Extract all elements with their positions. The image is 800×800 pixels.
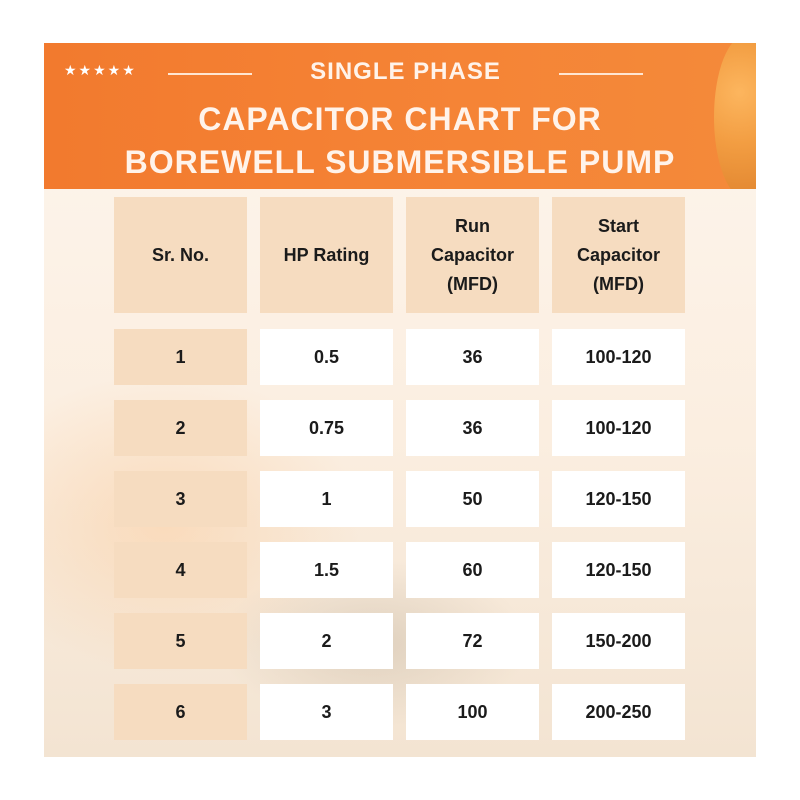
chart-subtitle: SINGLE PHASE xyxy=(310,58,501,85)
header-text: Run xyxy=(455,215,490,236)
table-cell-sr-no: 2 xyxy=(114,400,247,456)
header-text: HP Rating xyxy=(283,244,370,265)
chart-title-line2: BOREWELL SUBMERSIBLE PUMP xyxy=(124,144,676,180)
stars-icon: ★★★★★ xyxy=(64,63,137,79)
table-cell-run-capacitor: 100 xyxy=(406,684,539,740)
header-cell-hp-rating xyxy=(260,197,393,313)
header-text: Start xyxy=(597,215,639,236)
table-cell-start-capacitor: 150-200 xyxy=(552,613,685,669)
table-cell-start-capacitor: 200-250 xyxy=(552,684,685,740)
table-cell-hp-rating: 0.5 xyxy=(260,329,393,385)
capacitor-chart-card xyxy=(44,43,756,757)
header-cell-run-capacitor xyxy=(406,197,539,313)
table-cell-hp-rating: 1.5 xyxy=(260,542,393,598)
header-cell-sr-no xyxy=(114,197,247,313)
table-cell-start-capacitor: 120-150 xyxy=(552,471,685,527)
table-cell-sr-no: 3 xyxy=(114,471,247,527)
header-text: (MFD) xyxy=(447,273,498,294)
table-cell-hp-rating: 2 xyxy=(260,613,393,669)
table-cell-sr-no: 1 xyxy=(114,329,247,385)
table-cell-start-capacitor: 100-120 xyxy=(552,329,685,385)
header-text: Capacitor xyxy=(576,244,661,265)
table-cell-start-capacitor: 120-150 xyxy=(552,542,685,598)
table-cell-run-capacitor: 60 xyxy=(406,542,539,598)
table-cell-start-capacitor: 100-120 xyxy=(552,400,685,456)
table-cell-hp-rating: 1 xyxy=(260,471,393,527)
table-cell-hp-rating: 3 xyxy=(260,684,393,740)
table-cell-sr-no: 5 xyxy=(114,613,247,669)
chart-title-line1: CAPACITOR CHART FOR xyxy=(198,101,602,137)
table-cell-run-capacitor: 36 xyxy=(406,400,539,456)
chart-header xyxy=(44,43,756,189)
header-text: Capacitor xyxy=(430,244,515,265)
divider-left xyxy=(168,73,252,75)
header-cell-start-capacitor xyxy=(552,197,685,313)
table-cell-sr-no: 6 xyxy=(114,684,247,740)
divider-right xyxy=(559,73,643,75)
table-cell-run-capacitor: 50 xyxy=(406,471,539,527)
header-text: Sr. No. xyxy=(151,244,209,265)
table-cell-hp-rating: 0.75 xyxy=(260,400,393,456)
table-cell-run-capacitor: 72 xyxy=(406,613,539,669)
table-cell-sr-no: 4 xyxy=(114,542,247,598)
table-cell-run-capacitor: 36 xyxy=(406,329,539,385)
header-text: (MFD) xyxy=(593,273,644,294)
